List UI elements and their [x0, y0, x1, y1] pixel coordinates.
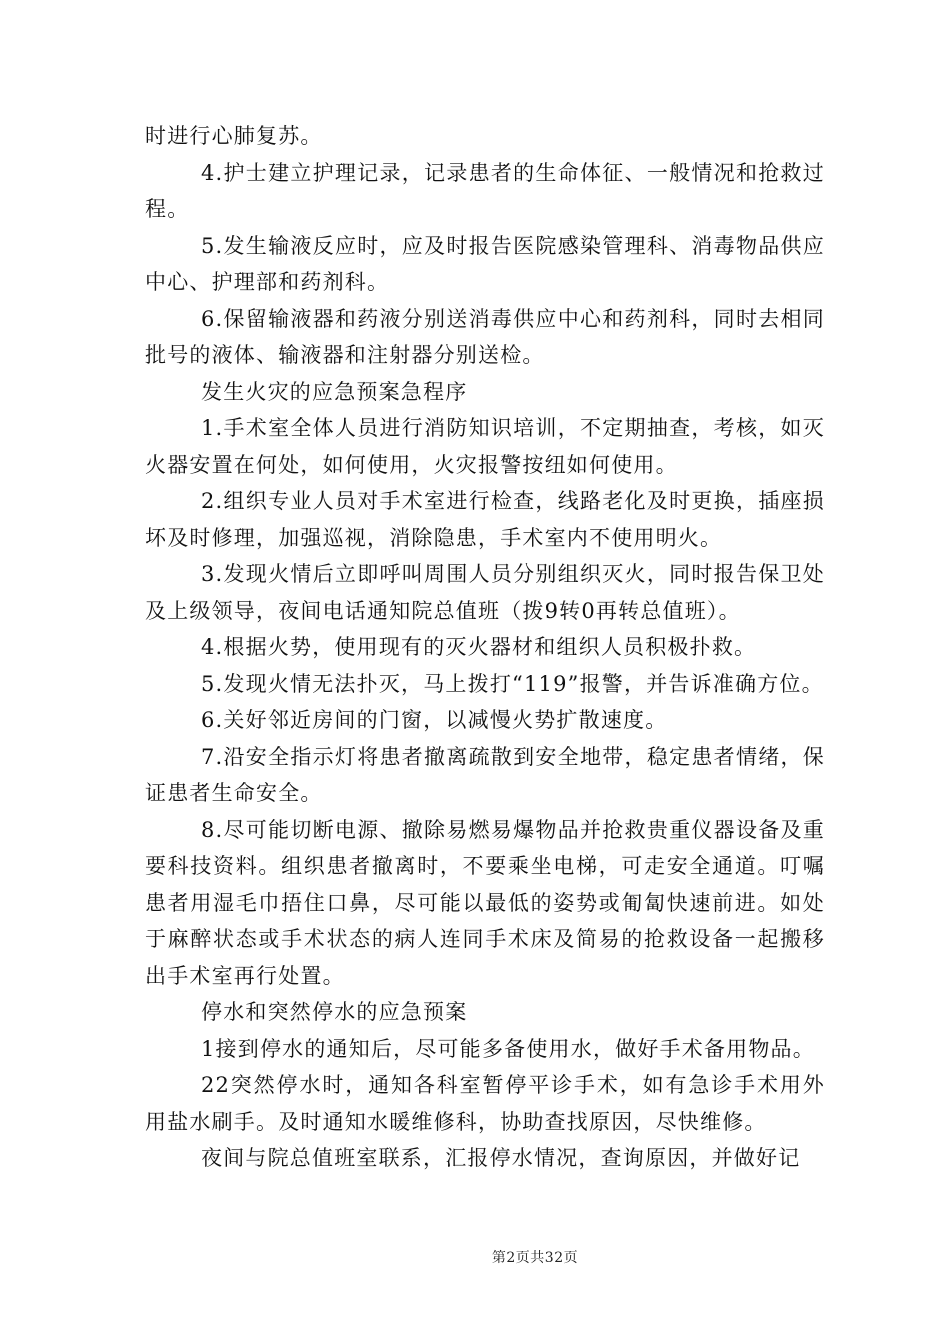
paragraph-item-4: 4.护士建立护理记录，记录患者的生命体征、一般情况和抢救过程。: [145, 160, 825, 221]
paragraph-fire-6: 6.关好邻近房间的门窗，以减慢火势扩散速度。: [201, 708, 668, 732]
section-heading-fire: 发生火灾的应急预案急程序: [201, 379, 468, 404]
paragraph-water-2: 22突然停水时，通知各科室暂停平诊手术，如有急诊手术用外用盐水刷手。及时通知水暖维修科，协助查找原因，尽快维修。: [145, 1073, 825, 1134]
paragraph-fire-8: 8.尽可能切断电源、撤除易燃易爆物品并抢救贵重仪器设备及重要科技资料。组织患者撤离时，不要乘坐电梯，可走安全通道。叮嘱患者用湿毛巾捂住口鼻，尽可能以最低的姿势或匍匐快速前进。如处于麻醉状态或手术状态的病人连同手术床及简易的抢救设备一起搬移出手术室再行处置。: [145, 817, 825, 988]
page-number-footer: 第2页共32页: [491, 1250, 579, 1266]
paragraph-fire-4: 4.根据火势，使用现有的灭火器材和组织人员积极扑救。: [201, 635, 757, 659]
paragraph-fire-5: 5.发现火情无法扑灭，马上拨打“119”报警，并告诉准确方位。: [201, 671, 824, 696]
paragraph-continuation: 时进行心肺复苏。: [145, 124, 323, 148]
paragraph-water-night: 夜间与院总值班室联系，汇报停水情况，查询原因，并做好记: [201, 1146, 801, 1170]
paragraph-item-5: 5.发生输液反应时，应及时报告医院感染管理科、消毒物品供应中心、护理部和药剂科。: [145, 233, 825, 294]
paragraph-fire-2: 2.组织专业人员对手术室进行检查，线路老化及时更换，插座损坏及时修理，加强巡视，消除隐患，手术室内不使用明火。: [145, 489, 825, 550]
paragraph-fire-7: 7.沿安全指示灯将患者撤离疏散到安全地带，稳定患者情绪，保证患者生命安全。: [145, 744, 825, 805]
paragraph-item-6: 6.保留输液器和药液分别送消毒供应中心和药剂科，同时去相同批号的液体、输液器和注射器分别送检。: [145, 306, 825, 367]
section-heading-water: 停水和突然停水的应急预案: [201, 1000, 468, 1024]
document-body: [145, 118, 825, 1177]
paragraph-fire-1: 1.手术室全体人员进行消防知识培训，不定期抽查，考核，如灭火器安置在何处，如何使用，火灾报警按纽如何使用。: [145, 416, 825, 477]
paragraph-water-1: 1接到停水的通知后，尽可能多备使用水，做好手术备用物品。: [201, 1036, 815, 1061]
paragraph-fire-3: 3.发现火情后立即呼叫周围人员分别组织灭火，同时报告保卫处及上级领导，夜间电话通知院总值班（拨9转0再转总值班）。: [145, 562, 825, 623]
